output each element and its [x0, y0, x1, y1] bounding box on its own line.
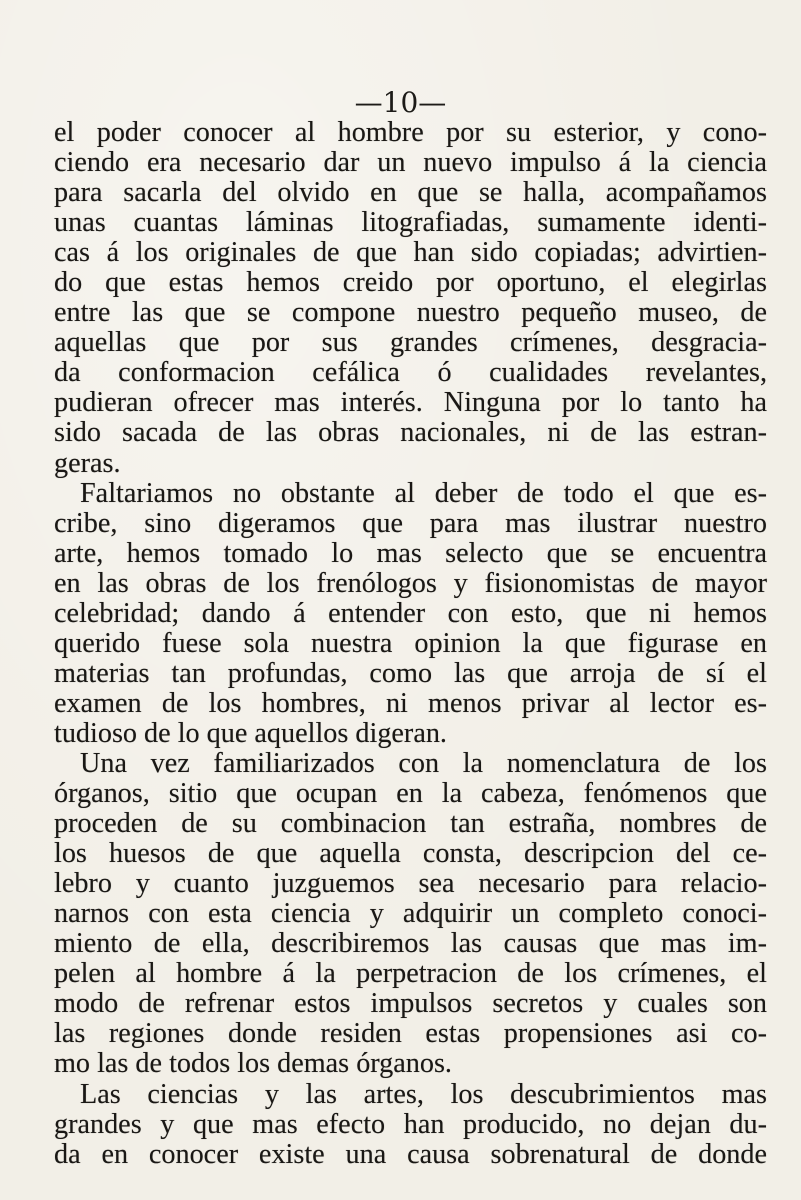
text-line: lebro y cuanto juzguemos sea necesario para relacio-	[54, 868, 767, 900]
text-line: sido sacada de las obras nacionales, ni de las estran-	[54, 417, 767, 449]
text-line: pelen al hombre á la perpetracion de los crímenes, el	[54, 958, 767, 990]
text-line: pudieran ofrecer mas interés. Ninguna por lo tanto ha	[54, 387, 767, 419]
text-line: Faltariamos no obstante al deber de todo el que es-	[80, 477, 767, 509]
text-line: do que estas hemos creido por oportuno, el elegirlas	[54, 267, 767, 299]
text-line: materias tan profundas, como las que arroja de sí el	[54, 657, 767, 689]
text-line: cas á los originales de que han sido copiadas; advirtien-	[54, 237, 767, 269]
text-line: da en conocer existe una causa sobrenatural de donde	[54, 1138, 767, 1170]
text-line: el poder conocer al hombre por su esterior, y cono-	[54, 117, 767, 148]
paragraph	[54, 1080, 767, 1170]
text-line: los huesos de que aquella consta, descripcion del ce-	[54, 838, 767, 870]
text-line: proceden de su combinacion tan estraña, nombres de	[54, 808, 767, 840]
text-line: aquellas que por sus grandes crímenes, desgracia-	[54, 327, 767, 359]
text-line: examen de los hombres, ni menos privar al lector es-	[54, 687, 767, 719]
text-line: arte, hemos tomado lo mas selecto que se encuentra	[54, 537, 767, 569]
text-line: narnos con esta ciencia y adquirir un completo conoci-	[54, 898, 767, 930]
text-line: ciendo era necesario dar un nuevo impulso á la ciencia	[54, 147, 767, 179]
text-line: cribe, sino digeramos que para mas ilustrar nuestro	[54, 507, 767, 539]
text-line: tudioso de lo que aquellos digeran.	[54, 717, 447, 749]
text-line: celebridad; dando á entender con esto, que ni hemos	[54, 597, 767, 629]
text-line: mo las de todos los demas órganos.	[54, 1048, 452, 1080]
text-line: para sacarla del olvido en que se halla, acompañamos	[54, 177, 767, 209]
text-line: órganos, sitio que ocupan en la cabeza, fenómenos que	[54, 778, 767, 810]
text-line: da conformacion cefálica ó cualidades revelantes,	[54, 357, 767, 389]
text-line: querido fuese sola nuestra opinion la que figurase en	[54, 627, 767, 659]
text-line: modo de refrenar estos impulsos secretos y cuales son	[54, 988, 767, 1020]
text-line: miento de ella, describiremos las causas que mas im-	[54, 928, 767, 960]
text-line: grandes y que mas efecto han producido, no dejan du-	[54, 1108, 767, 1140]
text-line: unas cuantas láminas litografiadas, sumamente identi-	[54, 207, 767, 239]
paragraph	[54, 479, 767, 749]
text-line: entre las que se compone nuestro pequeño museo, de	[54, 297, 767, 329]
paragraph	[54, 118, 767, 479]
text-line: en las obras de los frenólogos y fisionomistas de mayor	[54, 567, 767, 599]
paragraph	[54, 749, 767, 1080]
text-line: Una vez familiarizados con la nomenclatura de los	[80, 747, 767, 779]
page-number: —10—	[354, 86, 447, 119]
text-line: las regiones donde residen estas propensiones asi co-	[54, 1018, 767, 1050]
text-line: geras.	[54, 447, 121, 479]
body-text	[54, 118, 767, 1170]
text-line: Las ciencias y las artes, los descubrimientos mas	[80, 1078, 767, 1110]
